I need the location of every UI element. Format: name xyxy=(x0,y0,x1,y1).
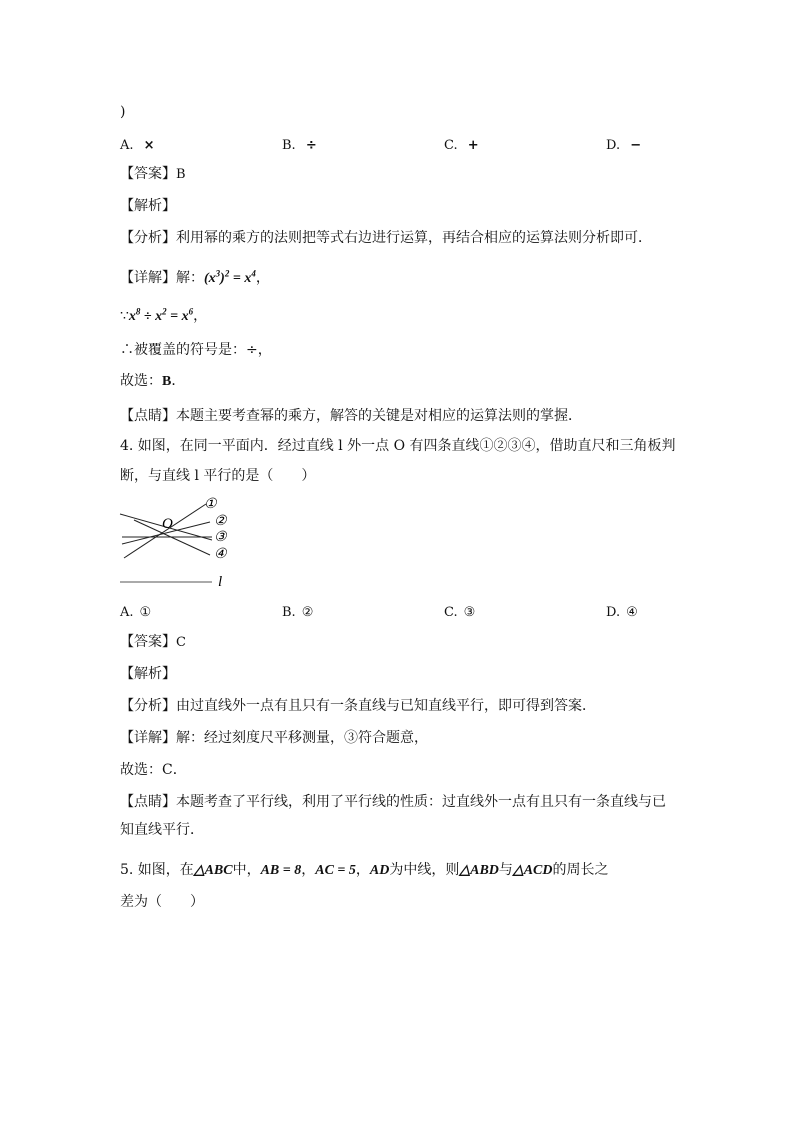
ac-equation: AC = 5 xyxy=(315,863,356,878)
q5-stem-line1: 5. 如图，在△ABC中，AB = 8，AC = 5，AD为中线，则△ABD与△ACD的周长之 xyxy=(120,862,609,878)
q3-answer-value: B xyxy=(176,167,186,182)
question-3-tail-paren: ) xyxy=(120,104,126,120)
q3-option-b-letter: B. xyxy=(282,138,296,153)
q3-xiangjie-prefix: 解： xyxy=(176,270,204,286)
line-l-label: l xyxy=(218,574,223,590)
ad-segment: AD xyxy=(369,863,390,878)
q4-answer-value: C xyxy=(176,635,186,650)
q4-dianjing: 【点睛】本题考查了平行线，利用了平行线的性质：过直线外一点有且只有一条直线与已 xyxy=(120,794,666,810)
q3-equation-1: $(x^3)^2 = x^4$ xyxy=(204,268,256,286)
triangle-abd: △ABD xyxy=(459,863,499,878)
because-symbol: ∵ xyxy=(120,308,129,324)
q3-option-a xyxy=(120,136,155,156)
q3-equation-2: $x^8 \div x^2 = x^6$ xyxy=(128,306,194,324)
q4-option-d: D. ④ xyxy=(606,605,638,620)
q3-choose: 故选：B． xyxy=(120,373,186,389)
label-2: ② xyxy=(214,514,227,529)
q3-dianjing-tag: 【点睛】 xyxy=(120,408,176,424)
q3-dianjing xyxy=(120,406,582,426)
q4-answer: 【答案】C xyxy=(120,634,186,650)
q3-xiangjie-tag: 【详解】 xyxy=(120,270,176,286)
q4-dianjing-line2: 知直线平行． xyxy=(120,822,204,838)
q3-therefore-line: ∴被覆盖的符号是：÷， xyxy=(120,342,272,358)
q3-option-d xyxy=(606,136,641,156)
triangle-abc: △ABC xyxy=(193,863,233,878)
label-4: ④ xyxy=(214,547,227,562)
q4-option-a: A. ① xyxy=(120,605,152,620)
q3-option-b xyxy=(282,136,317,156)
q3-fenxi-tag: 【分析】 xyxy=(120,230,176,246)
q3-fenxi xyxy=(120,228,652,248)
triangle-acd: △ACD xyxy=(512,863,553,878)
q3-fenxi-text: 利用幂的乘方的法则把等式右边进行运算，再结合相应的运算法则分析即可． xyxy=(176,230,652,246)
q4-stem-line2: 断，与直线 l 平行的是（ ） xyxy=(120,468,316,484)
q3-option-d-value: − xyxy=(630,138,642,153)
q3-option-d-letter: D. xyxy=(606,138,621,153)
q3-option-c xyxy=(444,136,479,156)
ab-equation: AB = 8 xyxy=(260,863,302,878)
q5-stem-line2: 差为（ ） xyxy=(120,894,204,910)
q3-equation-2-line: $\because x^8 \div x^2 = x^6$， xyxy=(120,306,208,324)
q4-option-c: C. ③ xyxy=(444,605,476,620)
q4-choose: 故选：C． xyxy=(120,762,187,778)
q3-option-c-letter: C. xyxy=(444,138,458,153)
q4-figure xyxy=(118,492,242,590)
q3-answer-tag: 【答案】 xyxy=(120,166,176,182)
q3-option-a-letter: A. xyxy=(120,138,134,153)
point-o-label: O xyxy=(162,516,173,532)
q3-dianjing-text: 本题主要考查幂的乘方，解答的关键是对相应的运算法则的掌握． xyxy=(176,408,582,424)
label-1: ① xyxy=(204,497,217,512)
q3-option-a-value: × xyxy=(143,138,155,153)
q4-fenxi: 【分析】由过直线外一点有且只有一条直线与已知直线平行，即可得到答案． xyxy=(120,698,596,714)
label-3: ③ xyxy=(214,530,227,545)
q3-xiangjie: 【详解】解：$(x^3)^2 = x^4$， xyxy=(120,268,270,286)
q3-analysis-tag: 【解析】 xyxy=(120,198,176,214)
q3-choose-value: B xyxy=(162,374,172,389)
q3-option-c-value: + xyxy=(467,138,479,153)
q3-option-b-value: ÷ xyxy=(305,138,317,153)
q4-xiangjie: 【详解】解：经过刻度尺平移测量，③符合题意， xyxy=(120,730,428,746)
q4-option-b: B. ② xyxy=(282,605,314,620)
q4-analysis-tag: 【解析】 xyxy=(120,666,176,682)
q3-answer xyxy=(120,164,186,185)
q4-stem-line1: 4. 如图，在同一平面内．经过直线 l 外一点 O 有四条直线①②③④，借助直尺和三角板判 xyxy=(120,438,676,454)
